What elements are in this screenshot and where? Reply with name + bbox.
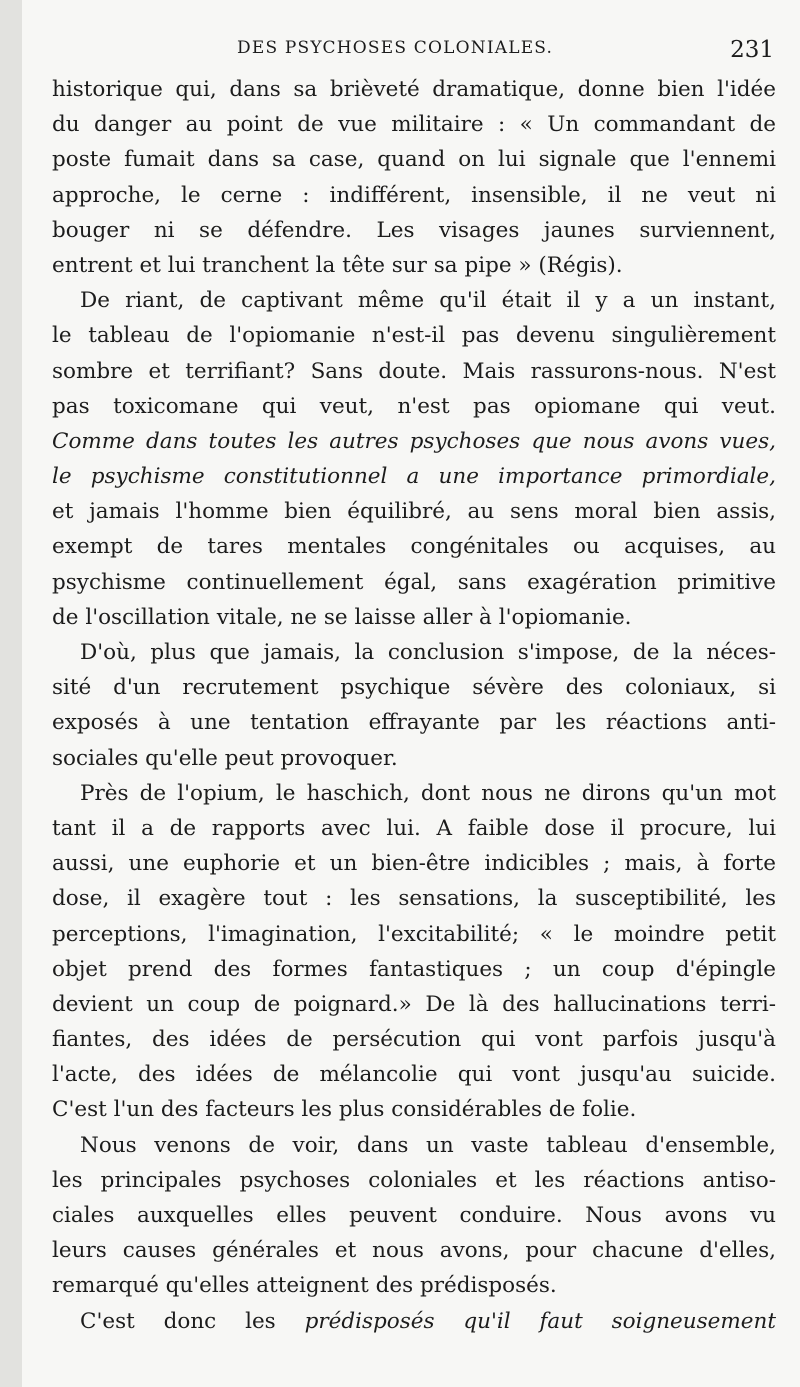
italic-text: le psychisme constitutionnel a une importance primordiale, [52, 464, 776, 490]
text-line: ciales auxquelles elles peuvent conduire. Nous avons vu [52, 1203, 776, 1228]
text-line: C'est l'un des facteurs les plus considérables de folie. [52, 1097, 637, 1123]
text-line: D'où, plus que jamais, la conclusion s'impose, de la néces- [80, 640, 776, 665]
text-line: De riant, de captivant même qu'il était il y a un instant, [80, 288, 776, 314]
text-line: perceptions, l'imagination, l'excitabilité; « le moindre petit [52, 921, 776, 947]
text-line: pas toxicomane qui veut, n'est pas opiomane qui veut. [52, 393, 776, 419]
roman-text: C'est donc les [80, 1308, 305, 1334]
text-line: devient un coup de poignard.» De là des hallucinations terri- [52, 991, 776, 1017]
text-line: tant il a de rapports avec lui. A faible dose il procure, lui [52, 815, 776, 841]
text-line: dose, il exagère tout : les sensations, la susceptibilité, les [52, 886, 776, 912]
text-line: approche, le cerne : indifférent, insensible, il ne veut ni [52, 182, 776, 208]
text-line: l'acte, des idées de mélancolie qui vont jusqu'au suicide. [52, 1062, 776, 1088]
text-line: du danger au point de vue militaire : « Un commandant de [52, 112, 776, 138]
text-line: les principales psychoses coloniales et les réactions antiso- [52, 1167, 776, 1193]
text-line: exempt de tares mentales congénitales ou acquises, au [52, 534, 776, 560]
binding-gutter [0, 0, 22, 1387]
text-line: le tableau de l'opiomanie n'est-il pas devenu singulièrement [52, 323, 776, 349]
text-line: de l'oscillation vitale, ne se laisse aller à l'opiomanie. [52, 604, 632, 630]
text-line: historique qui, dans sa brièveté dramatique, donne bien l'idée [52, 77, 776, 102]
text-line: Près de l'opium, le haschich, dont nous ne dirons qu'un mot [80, 780, 776, 806]
body-text [52, 72, 776, 1339]
text-line: sombre et terrifiant? Sans doute. Mais rassurons-nous. N'est [52, 358, 776, 384]
book-page [22, 0, 800, 1387]
text-line: et jamais l'homme bien équilibré, au sens moral bien assis, [52, 499, 776, 525]
text-line-mixed [52, 1304, 776, 1339]
text-line: objet prend des formes fantastiques ; un coup d'épingle [52, 956, 776, 982]
text-line: leurs causes générales et nous avons, pour chacune d'elles, [52, 1238, 776, 1264]
italic-text: Comme dans toutes les autres psychoses que nous avons vues, [52, 428, 776, 454]
page-number: 231 [730, 37, 774, 63]
italic-text: prédisposés qu'il faut soigneusement [304, 1308, 776, 1334]
text-line: aussi, une euphorie et un bien-être indicibles ; mais, à forte [52, 851, 776, 877]
text-line: sité d'un recrutement psychique sévère des coloniaux, si [52, 675, 776, 701]
text-line: remarqué qu'elles atteignent des prédisposés. [52, 1273, 557, 1299]
running-title: DES PSYCHOSES COLONIALES. [237, 38, 554, 58]
text-line-italic [52, 459, 776, 494]
text-line: fiantes, des idées de persécution qui vont parfois jusqu'à [52, 1027, 776, 1053]
text-line: bouger ni se défendre. Les visages jaunes surviennent, [52, 217, 776, 243]
text-line: exposés à une tentation effrayante par les réactions anti- [52, 710, 776, 736]
text-line: psychisme continuellement égal, sans exagération primitive [52, 569, 776, 595]
text-line: Nous venons de voir, dans un vaste tableau d'ensemble, [80, 1132, 776, 1158]
text-line: entrent et lui tranchent la tête sur sa pipe » (Régis). [52, 252, 623, 278]
text-line: sociales qu'elle peut provoquer. [52, 745, 398, 771]
text-line: poste fumait dans sa case, quand on lui signale que l'ennemi [52, 147, 776, 173]
text-line-italic [52, 424, 776, 459]
